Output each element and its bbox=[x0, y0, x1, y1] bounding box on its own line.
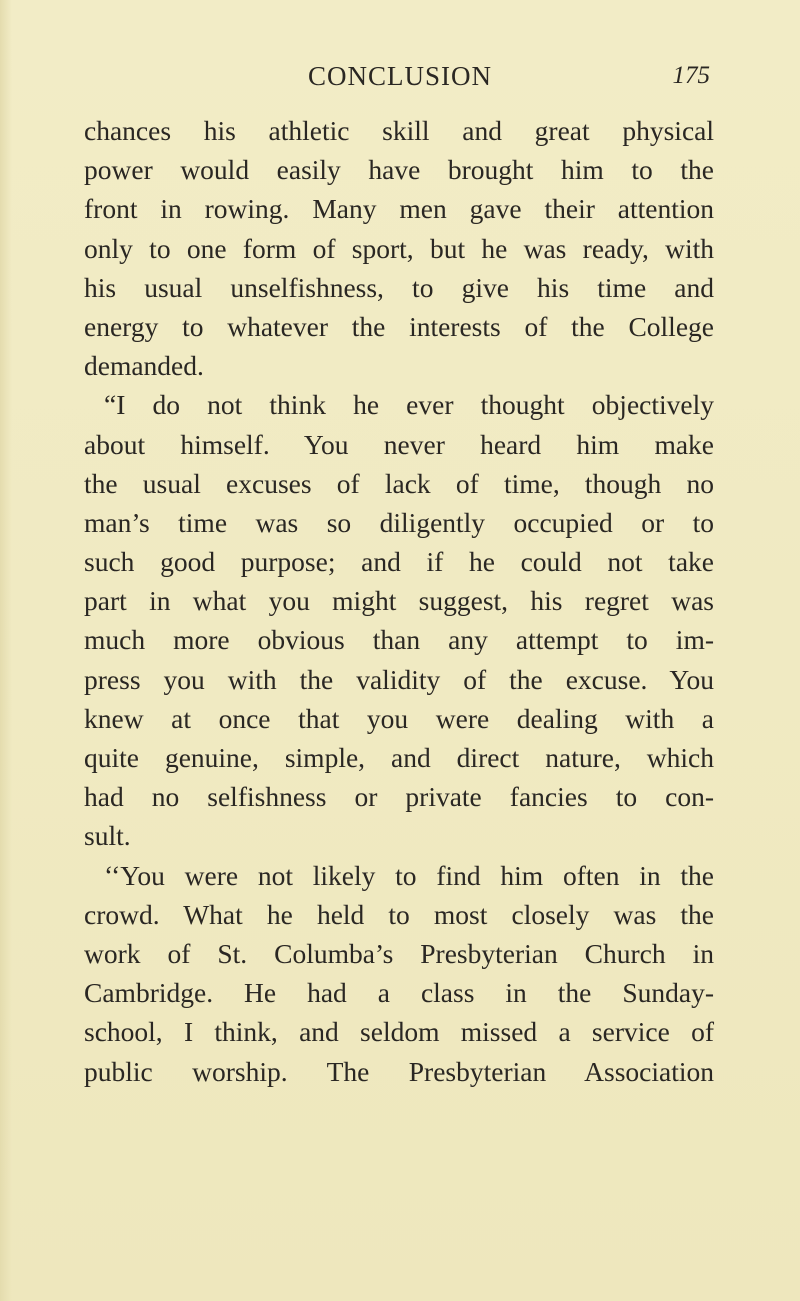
text-line: knew at once that you were dealing with a bbox=[84, 702, 714, 734]
text-line: ‘‘You were not likely to find him often in the bbox=[104, 859, 714, 891]
text-line: much more obvious than any attempt to im- bbox=[84, 624, 714, 656]
text-line: energy to whatever the interests of the College bbox=[84, 310, 714, 342]
text-line: sult. bbox=[84, 820, 131, 852]
text-line: the usual excuses of lack of time, though no bbox=[84, 467, 714, 499]
text-line: chances his athletic skill and great physical bbox=[84, 115, 714, 146]
text-line: front in rowing. Many men gave their attention bbox=[84, 193, 714, 225]
running-head: CONCLUSION bbox=[307, 61, 492, 91]
text-line: power would easily have brought him to the bbox=[84, 154, 714, 186]
page-header bbox=[0, 58, 800, 94]
text-line: his usual unselfishness, to give his time and bbox=[84, 271, 714, 303]
text-line: had no selfishness or private fancies to con- bbox=[84, 781, 714, 813]
text-line: public worship. The Presbyterian Association bbox=[84, 1055, 714, 1087]
body-text bbox=[84, 111, 714, 1091]
text-line: man’s time was so diligently occupied or to bbox=[84, 506, 714, 538]
text-line: press you with the validity of the excuse. You bbox=[84, 663, 714, 695]
text-line: Cambridge. He had a class in the Sunday- bbox=[84, 977, 714, 1009]
text-line: demanded. bbox=[84, 350, 204, 382]
page-number: 175 bbox=[672, 62, 710, 89]
page-gutter-shadow bbox=[0, 0, 12, 1301]
text-line: crowd. What he held to most closely was the bbox=[84, 898, 714, 930]
text-line: school, I think, and seldom missed a service of bbox=[84, 1016, 714, 1048]
text-line: such good purpose; and if he could not take bbox=[84, 546, 714, 578]
text-line: work of St. Columba’s Presbyterian Church in bbox=[84, 937, 714, 969]
text-line: “I do not think he ever thought objectively bbox=[104, 389, 714, 421]
text-line: quite genuine, simple, and direct nature, which bbox=[84, 742, 714, 773]
text-line: part in what you might suggest, his regret was bbox=[84, 585, 714, 617]
text-line: only to one form of sport, but he was ready, with bbox=[84, 232, 714, 264]
text-line: about himself. You never heard him make bbox=[84, 428, 714, 460]
